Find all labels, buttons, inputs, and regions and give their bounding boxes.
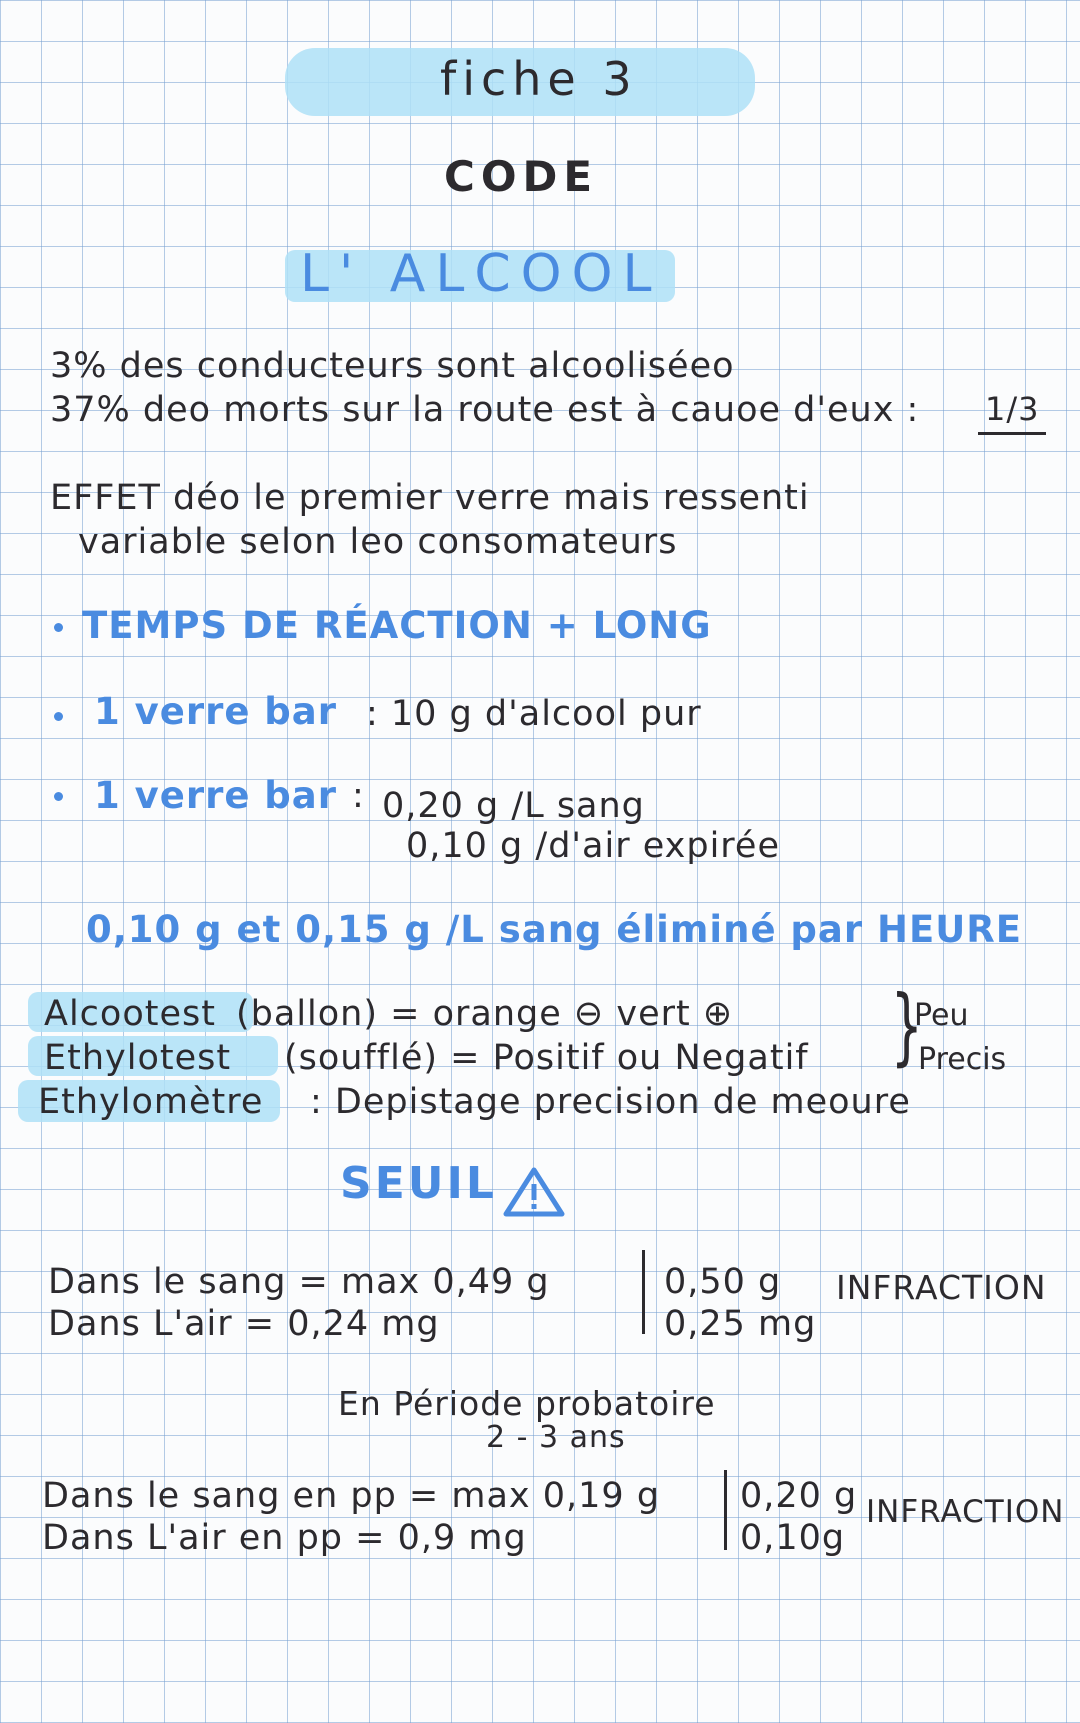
alcootest-name: Alcootest	[44, 994, 216, 1034]
bullet-dot	[54, 623, 63, 632]
seuil-heading	[340, 1158, 566, 1222]
ethylotest-desc: (soufflé) = Positif ou Negatif	[284, 1038, 809, 1078]
seuil-blood-limit: 0,50 g	[664, 1262, 782, 1302]
glass2-air: 0,10 g /d'air expirée	[406, 826, 780, 866]
seuil-blood-line: Dans le sang = max 0,49 g	[48, 1262, 550, 1302]
glass-label: 1 verre bar	[94, 690, 338, 733]
glass2-separator: :	[352, 776, 365, 816]
stat-line-2: 37% deo morts sur la route est à cauoe d'eux :	[50, 390, 920, 430]
glass2-blood: 0,20 g /L sang	[382, 786, 645, 826]
reaction-time-heading: TEMPS DE RÉACTION + LONG	[82, 604, 712, 647]
curly-brace: }	[890, 977, 923, 1075]
probation-years: 2 - 3 ans	[486, 1420, 626, 1455]
bullet-dot	[54, 792, 63, 801]
brace-note-precis: Precis	[918, 1042, 1007, 1077]
fraction-underline	[978, 432, 1046, 435]
ethylometre-desc: : Depistage precision de meoure	[310, 1082, 911, 1122]
ethylometre-name: Ethylomètre	[38, 1082, 264, 1122]
effect-line-2: variable selon leo consomateurs	[78, 522, 678, 562]
seuil-air-limit: 0,25 mg	[664, 1304, 817, 1344]
ethylotest-name: Ethylotest	[44, 1038, 232, 1078]
probation-blood-line: Dans le sang en pp = max 0,19 g	[42, 1476, 661, 1516]
effect-line-1: EFFET déo le premier verre mais ressenti	[50, 478, 810, 518]
elimination-rate: 0,10 g et 0,15 g /L sang éliminé par HEURE	[86, 908, 1023, 951]
probation-title: En Période probatoire	[338, 1384, 716, 1423]
probation-air-limit: 0,10g	[740, 1518, 846, 1558]
probation-air-line: Dans L'air en pp = 0,9 mg	[42, 1518, 527, 1558]
probation-divider	[724, 1470, 727, 1550]
glass-value: : 10 g d'alcool pur	[366, 694, 702, 734]
seuil-label: SEUIL	[340, 1158, 497, 1209]
stat-line-1: 3% des conducteurs sont alcooliséeo	[50, 346, 735, 386]
warning-triangle-icon	[502, 1166, 566, 1222]
seuil-divider	[642, 1250, 645, 1334]
alcootest-desc: (ballon) = orange ⊖ vert ⊕	[236, 994, 734, 1034]
seuil-infraction: INFRACTION	[836, 1268, 1047, 1307]
probation-infraction: INFRACTION	[866, 1494, 1065, 1530]
stat-fraction: 1/3	[985, 390, 1040, 428]
glass2-label: 1 verre bar	[94, 774, 338, 817]
bullet-dot	[54, 712, 63, 721]
seuil-air-line: Dans L'air = 0,24 mg	[48, 1304, 440, 1344]
topic-heading: L' ALCOOL	[300, 244, 662, 304]
page-title: fiche 3	[440, 52, 638, 106]
brace-note-peu: Peu	[914, 998, 969, 1033]
page-subtitle: CODE	[444, 152, 599, 201]
probation-blood-limit: 0,20 g	[740, 1476, 858, 1516]
